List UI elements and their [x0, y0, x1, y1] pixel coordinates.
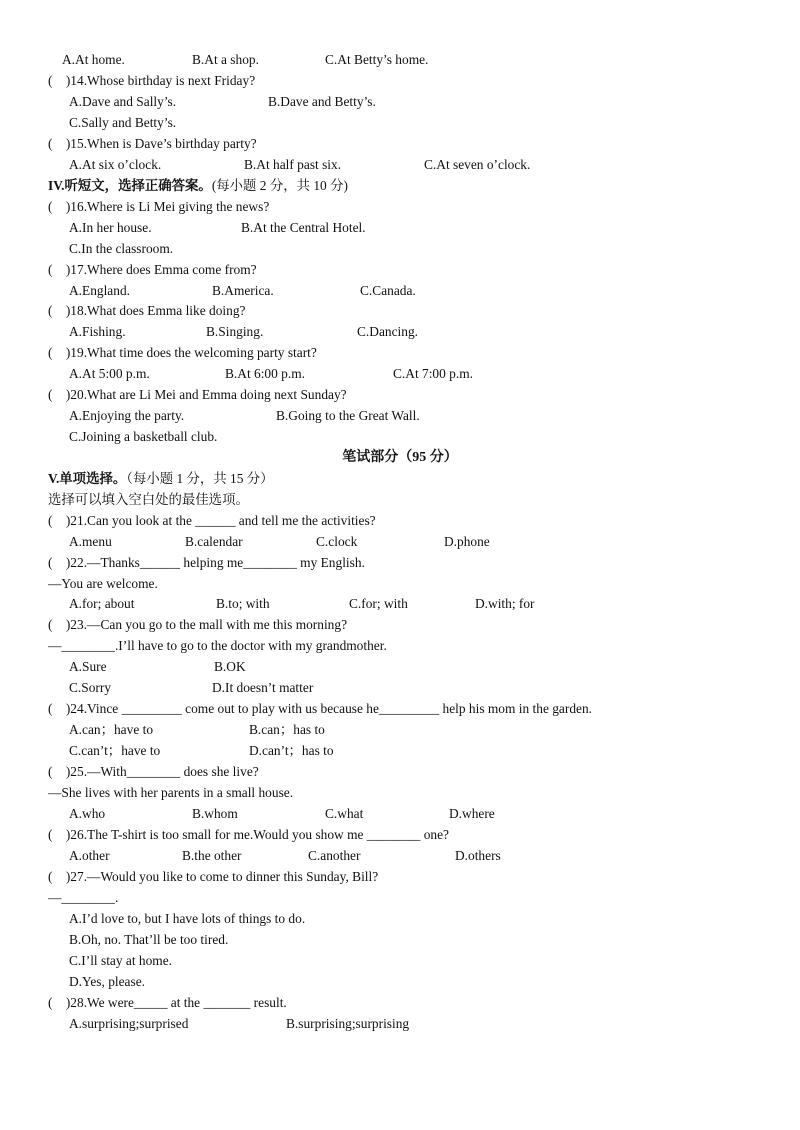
q27-reply: —________. [48, 890, 119, 905]
q13-option-c: C.At Betty’s home. [325, 52, 429, 67]
q22-option-d: D.with; for [475, 596, 535, 611]
q13-option-a: A.At home. [62, 52, 125, 67]
q27-option-d: D.Yes, please. [69, 974, 146, 989]
q23-option-b: B.OK [214, 659, 246, 674]
q20-stem: ( )20.What are Li Mei and Emma doing next Sunday? [48, 387, 347, 402]
q27-option-b: B.Oh, no. That’ll be too tired. [69, 932, 229, 947]
q18-option-a: A.Fishing. [69, 324, 126, 339]
q27-stem: ( )27.—Would you like to come to dinner this Sunday, Bill? [48, 869, 379, 884]
q21-option-a: A.menu [69, 534, 112, 549]
section-5-title: V.单项选择。 [48, 471, 127, 486]
q24-stem: ( )24.Vince _________ come out to play with us because he_________ help his mom in the garden. [48, 701, 593, 716]
section-4-note: (每小题 2 分，共 10 分) [211, 178, 348, 193]
q22-stem: ( )22.—Thanks______ helping me________ my English. [48, 555, 365, 570]
q23-option-c: C.Sorry [69, 680, 112, 695]
q24-option-c: C.can’t；have to [69, 743, 161, 758]
q14-option-c: C.Sally and Betty’s. [69, 115, 177, 130]
q19-option-a: A.At 5:00 p.m. [69, 366, 150, 381]
q15-option-c: C.At seven o’clock. [424, 157, 531, 172]
q26-option-d: D.others [455, 848, 501, 863]
q28-stem: ( )28.We were_____ at the _______ result. [48, 995, 287, 1010]
q24-option-a: A.can；have to [69, 722, 154, 737]
q28-option-b: B.surprising;surprising [286, 1016, 410, 1031]
written-part-title: 笔试部分（95 分） [342, 450, 458, 465]
q14-option-b: B.Dave and Betty’s. [268, 94, 376, 109]
q13-option-b: B.At a shop. [192, 52, 259, 67]
q23-reply: —________.I’ll have to go to the doctor with my grandmother. [48, 638, 387, 653]
q15-option-a: A.At six o’clock. [69, 157, 162, 172]
q21-option-d: D.phone [444, 534, 490, 549]
q24-option-b: B.can；has to [249, 722, 325, 737]
q25-option-b: B.whom [192, 806, 238, 821]
q16-option-b: B.At the Central Hotel. [241, 220, 366, 235]
q21-option-c: C.clock [316, 534, 358, 549]
q20-option-a: A.Enjoying the party. [69, 408, 185, 423]
q20-option-c: C.Joining a basketball club. [69, 429, 218, 444]
section-5-instruction: 选择可以填入空白处的最佳选项。 [48, 492, 249, 507]
q25-reply: —She lives with her parents in a small house. [48, 785, 294, 800]
section-5-note: （每小题 1 分，共 15 分） [126, 471, 274, 486]
q23-stem: ( )23.—Can you go to the mall with me this morning? [48, 617, 348, 632]
q22-reply: —You are welcome. [48, 576, 158, 591]
q14-stem: ( )14.Whose birthday is next Friday? [48, 73, 256, 88]
q24-option-d: D.can’t；has to [249, 743, 334, 758]
q19-option-b: B.At 6:00 p.m. [225, 366, 305, 381]
q25-option-a: A.who [69, 806, 106, 821]
q27-option-c: C.I’ll stay at home. [69, 953, 173, 968]
q20-option-b: B.Going to the Great Wall. [276, 408, 420, 423]
q22-option-a: A.for; about [69, 596, 135, 611]
q15-option-b: B.At half past six. [244, 157, 342, 172]
q21-option-b: B.calendar [185, 534, 243, 549]
q23-option-a: A.Sure [69, 659, 107, 674]
q17-option-b: B.America. [212, 283, 274, 298]
q23-option-d: D.It doesn’t matter [212, 680, 314, 695]
q16-stem: ( )16.Where is Li Mei giving the news? [48, 199, 270, 214]
q26-option-b: B.the other [182, 848, 242, 863]
q15-stem: ( )15.When is Dave’s birthday party? [48, 136, 257, 151]
q22-option-b: B.to; with [216, 596, 270, 611]
section-5-heading [48, 471, 274, 487]
q19-option-c: C.At 7:00 p.m. [393, 366, 473, 381]
q19-stem: ( )19.What time does the welcoming party start? [48, 345, 317, 360]
q21-stem: ( )21.Can you look at the ______ and tell me the activities? [48, 513, 376, 528]
q26-option-a: A.other [69, 848, 110, 863]
q22-option-c: C.for; with [349, 596, 408, 611]
q25-stem: ( )25.—With________ does she live? [48, 764, 259, 779]
q17-stem: ( )17.Where does Emma come from? [48, 262, 257, 277]
q28-option-a: A.surprising;surprised [69, 1016, 189, 1031]
section-4-title: IV.听短文，选择正确答案。 [48, 178, 212, 193]
q18-option-c: C.Dancing. [357, 324, 418, 339]
section-4-heading [48, 178, 348, 194]
q17-option-a: A.England. [69, 283, 130, 298]
q16-option-a: A.In her house. [69, 220, 152, 235]
q27-option-a: A.I’d love to, but I have lots of things to do. [69, 911, 306, 926]
q26-option-c: C.another [308, 848, 361, 863]
q26-stem: ( )26.The T-shirt is too small for me.Would you show me ________ one? [48, 827, 449, 842]
q17-option-c: C.Canada. [360, 283, 416, 298]
q25-option-d: D.where [449, 806, 495, 821]
q14-option-a: A.Dave and Sally’s. [69, 94, 177, 109]
q18-option-b: B.Singing. [206, 324, 264, 339]
q16-option-c: C.In the classroom. [69, 241, 174, 256]
q25-option-c: C.what [325, 806, 364, 821]
q18-stem: ( )18.What does Emma like doing? [48, 303, 246, 318]
